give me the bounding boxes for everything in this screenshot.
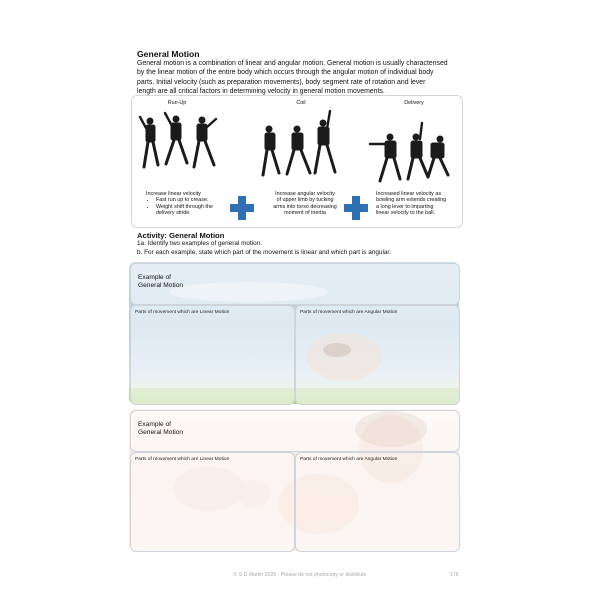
- activity-heading: Activity: General Motion: [137, 231, 225, 240]
- example-input-box[interactable]: [130, 263, 460, 305]
- delivery-description: [376, 191, 460, 217]
- coil-desc-line: of upper limb by tucking: [276, 197, 334, 204]
- phase-title-run-up: Run-Up: [167, 100, 187, 106]
- coil-description: [265, 191, 345, 217]
- phase-title-delivery: Delivery: [404, 100, 424, 106]
- angular-motion-label: Parts of movement which are Angular Motion: [300, 310, 398, 315]
- question-1a: 1a. Identify two examples of general motion.: [137, 240, 263, 247]
- intro-line: General motion is a combination of linear and angular motion. General motion is usually characterised: [137, 60, 448, 67]
- plus-icon: [230, 196, 254, 220]
- example-label-line: Example of: [138, 274, 171, 281]
- delivery-photo: [368, 109, 454, 187]
- example-label: [138, 421, 183, 438]
- linear-motion-label: Parts of movement which are Linear Motion: [135, 457, 230, 462]
- copyright-footer: © S D Martin 2026 - Please do not photocopy or distribute: [233, 572, 367, 578]
- activity-questions: [137, 240, 391, 257]
- run-up-description: [146, 191, 234, 217]
- phase-title-coil: Coil: [296, 100, 306, 106]
- run-up-bullets: [146, 197, 234, 216]
- angular-motion-answer-box[interactable]: [295, 305, 460, 405]
- linear-motion-answer-box[interactable]: [130, 305, 295, 405]
- delivery-desc-line: bowling arm extends creating: [376, 197, 447, 204]
- plus-icon: [344, 196, 368, 220]
- section-heading: General Motion: [137, 49, 200, 59]
- run-up-bullet-cont: delivery stride.: [156, 210, 191, 217]
- page-number: 176: [450, 572, 459, 578]
- angular-motion-answer-box[interactable]: [295, 452, 460, 552]
- delivery-desc-line: linear velocity to the ball.: [376, 210, 436, 217]
- question-1b: b. For each example, state which part of the movement is linear and which part is angular.: [137, 248, 391, 256]
- example-label: [138, 274, 183, 291]
- example-input-box[interactable]: [130, 410, 460, 452]
- angular-motion-label: Parts of movement which are Angular Motion: [300, 457, 398, 462]
- coil-desc-line: arms into torso decreasing: [273, 203, 337, 210]
- intro-line: length are all critical factors in determining velocity in general motion movements.: [137, 88, 385, 96]
- bowling-phases-panel: [131, 95, 463, 228]
- intro-line: by the linear motion of the entire body which occurs through the angular motion of individual body: [137, 69, 434, 77]
- run-up-desc-line: Increase linear velocity: [146, 191, 201, 197]
- example-label-line: General Motion: [138, 282, 184, 290]
- run-up-bullet: • Fast run up to crease.: [156, 197, 234, 203]
- run-up-bullet: • Weight shift through the: [156, 204, 234, 210]
- coil-desc-line: moment of inertia: [284, 210, 326, 217]
- linear-motion-answer-box[interactable]: [130, 452, 295, 552]
- coil-desc-line: Increase angular velocity: [275, 191, 335, 197]
- coil-photo: [257, 109, 343, 187]
- intro-line: parts. Initial velocity (such as preparation movements), body segment rate of rotation and lever: [137, 78, 426, 86]
- run-up-photo: [136, 109, 222, 187]
- linear-motion-label: Parts of movement which are Linear Motion: [135, 310, 230, 315]
- intro-paragraph: [137, 59, 462, 97]
- example-label-line: Example of: [138, 421, 171, 428]
- example-label-line: General Motion: [138, 429, 184, 437]
- delivery-desc-line: a long lever to imparting: [376, 203, 434, 210]
- delivery-desc-line: Increased linear velocity as: [376, 191, 442, 197]
